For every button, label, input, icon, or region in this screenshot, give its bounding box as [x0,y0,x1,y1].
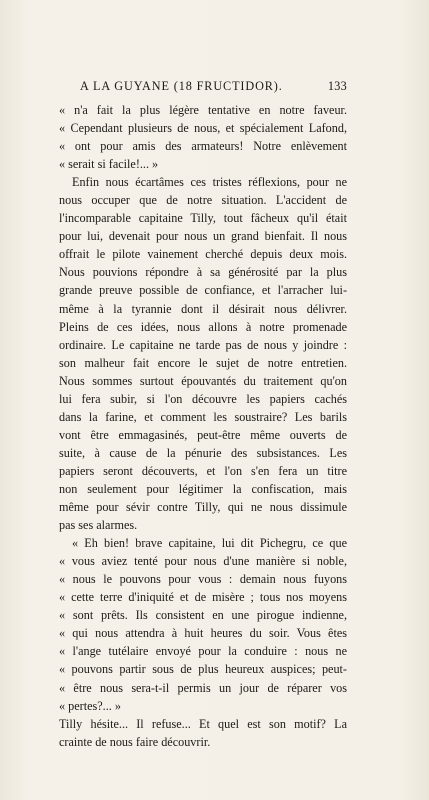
text-line: « ont pour amis des armateurs! Notre enlèvement [59,139,347,154]
text-line: « Cependant plusieurs de nous, et spécialement Lafond, [59,121,347,136]
text-line: « pertes?... » [59,698,121,713]
text-line: dans la farine, et comment les soustraire? Les barils [59,409,347,424]
text-line: ordinaire. Le capitaine ne tarde pas de nous y joindre : [59,337,347,352]
text-line: « Eh bien! brave capitaine, lui dit Pichegru, ce que [72,536,347,551]
text-line: suite, à cause de la pénurie des subsistances. Les [59,445,347,460]
text-line: grande preuve possible de confiance, et l'arracher lui- [59,283,347,298]
text-line: « serait si facile!... » [59,157,159,172]
text-line: « être nous sera-t-il permis un jour de réparer vos [59,680,347,695]
running-header [80,77,347,95]
text-line: même pour sévir contre Tilly, qui ne nous dissimule [59,500,347,515]
text-line: pas ses alarmes. [59,518,138,533]
text-line: l'incomparable capitaine Tilly, tout fâcheux qu'il était [59,211,347,226]
text-line: lui fera subir, si l'on découvre les papiers cachés [59,391,347,406]
text-line: « pouvons partir sous de plus heureux auspices; peut- [59,662,347,677]
text-line: nous occuper que de notre situation. L'accident de [59,193,347,208]
text-line: « nous le pouvons pour vous : demain nous fuyons [59,572,347,587]
text-line: papiers seront découverts, et l'on s'en fera un titre [59,463,347,478]
text-line: même à la tyrannie dont il désirait nous délivrer. [59,301,347,316]
text-line: « vous aviez tenté pour nous d'une manière si noble, [59,554,347,569]
text-line: « sont prêts. Ils consistent en une pirogue indienne, [59,608,347,623]
text-line: Tilly hésite... Il refuse... Et quel est son motif? La [59,716,347,731]
page-number: 133 [327,79,347,93]
running-title: A LA GUYANE (18 FRUCTIDOR). [80,79,283,93]
text-line: crainte de nous faire découvrir. [59,734,211,749]
text-line: pour lui, devenait pour nous un grand bienfait. Il nous [59,229,347,244]
text-line: « l'ange tutélaire envoyé pour la conduire : nous ne [59,644,347,659]
text-line: Nous pouvions répondre à sa générosité par la plus [59,265,347,280]
text-line: « qui nous attendra à huit heures du soir. Vous êtes [59,626,347,641]
text-line: « cette terre d'iniquité et de misère ; tous nos moyens [59,590,347,605]
text-line: « n'a fait la plus légère tentative en notre faveur. [59,103,347,117]
text-line: non seulement pour légitimer la confiscation, mais [59,481,347,496]
text-line: offrait le pilote vainement cherché depuis deux mois. [59,247,347,262]
text-line: Enfin nous écartâmes ces tristes réflexions, pour ne [72,175,347,190]
text-line: son malheur fait encore le sujet de notre entretien. [59,355,347,370]
text-line: Nous sommes surtout épouvantés du traitement qu'on [59,373,347,388]
text-line: vont être emmagasinés, peut-être même ouverts de [59,427,347,442]
text-line: Pleins de ces idées, nous allons à notre promenade [59,319,347,334]
body-text [59,101,347,751]
